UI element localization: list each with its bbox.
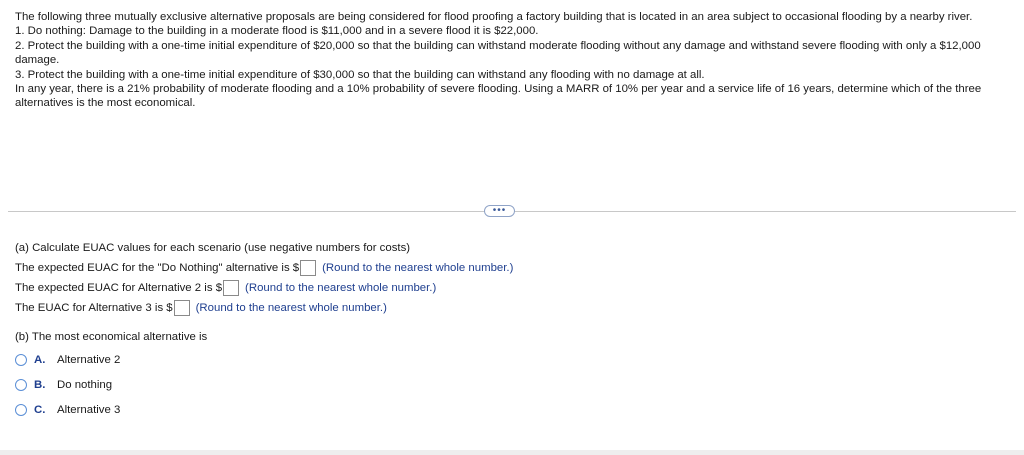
euac-do-nothing-line <box>15 258 513 278</box>
problem-question: In any year, there is a 21% probability of moderate flooding and a 10% probability of severe flooding. Using a MARR of 10% per year and a service life of 16 years, determine which of the three alternatives is the most economical. <box>15 83 982 110</box>
option-a-label: Alternative 2 <box>57 353 121 366</box>
radio-option-a[interactable] <box>15 354 27 366</box>
euac-alt2-input[interactable] <box>223 280 239 296</box>
option-b-label: Do nothing <box>57 378 113 391</box>
option-c-label: Alternative 3 <box>57 403 121 416</box>
expand-more-button[interactable]: ••• <box>484 205 515 217</box>
euac-alt2-label: The expected EUAC for Alternative 2 is $ <box>15 282 223 294</box>
option-c[interactable] <box>15 397 207 422</box>
radio-option-c[interactable] <box>15 404 27 416</box>
problem-intro: The following three mutually exclusive alternative proposals are being considered for flood proofing a factory building that is located in an area subject to occasional flooding by a nearby river. <box>15 11 973 23</box>
euac-alt3-label: The EUAC for Alternative 3 is $ <box>15 302 173 314</box>
round-hint: (Round to the nearest whole number.) <box>322 262 514 274</box>
euac-alt2-line <box>15 278 513 298</box>
part-b <box>15 327 207 422</box>
option-b[interactable] <box>15 372 207 397</box>
option-a[interactable] <box>15 347 207 372</box>
round-hint: (Round to the nearest whole number.) <box>195 302 387 314</box>
euac-do-nothing-input[interactable] <box>300 260 316 276</box>
alternative-1-text: 1. Do nothing: Damage to the building in a moderate flood is $11,000 and in a severe flood it is $22,000. <box>15 25 539 38</box>
alternative-3-text: 3. Protect the building with a one-time initial expenditure of $30,000 so that the building can withstand any flooding with no damage at all. <box>15 68 705 81</box>
part-a-heading: (a) Calculate EUAC values for each scenario (use negative numbers for costs) <box>15 242 411 254</box>
radio-option-b[interactable] <box>15 379 27 391</box>
option-a-letter: A. <box>34 353 46 366</box>
round-hint: (Round to the nearest whole number.) <box>245 282 437 294</box>
euac-do-nothing-label: The expected EUAC for the "Do Nothing" alternative is $ <box>15 262 300 274</box>
problem-statement <box>15 10 1010 111</box>
euac-alt3-input[interactable] <box>174 300 190 316</box>
option-c-letter: C. <box>34 403 46 416</box>
bottom-bar <box>0 450 1024 455</box>
alternative-2-text: 2. Protect the building with a one-time initial expenditure of $20,000 so that the building can withstand moderate flooding without any damage and withstand severe flooding with only a $12,000 damage. <box>15 39 981 67</box>
part-b-heading: (b) The most economical alternative is <box>15 331 208 343</box>
part-a <box>15 238 513 318</box>
option-b-letter: B. <box>34 378 46 391</box>
euac-alt3-line <box>15 298 513 318</box>
